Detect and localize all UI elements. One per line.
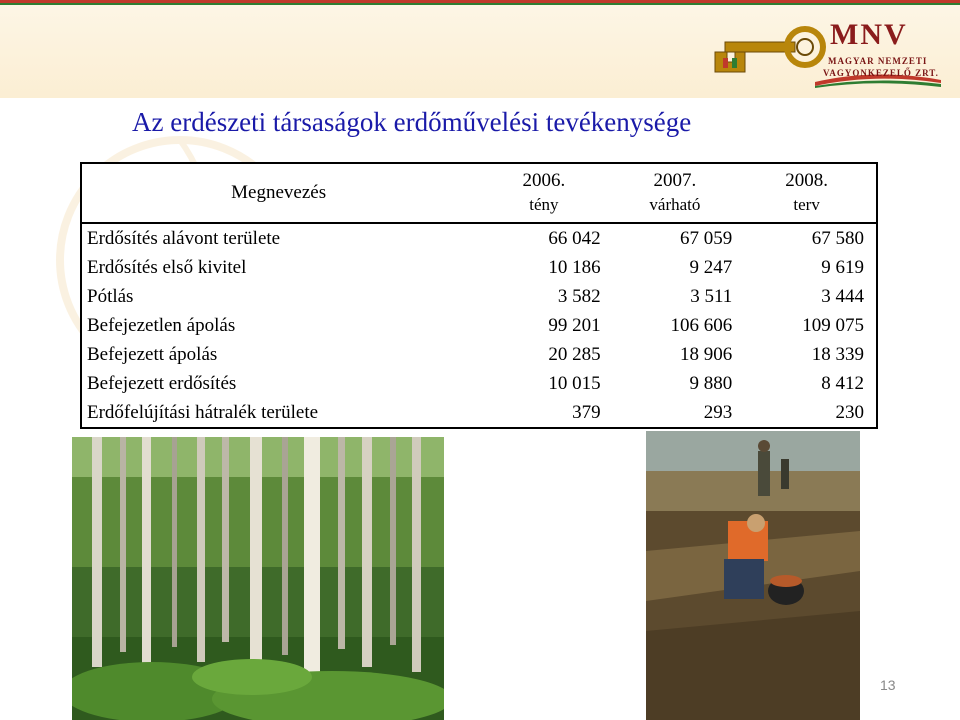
table-row — [81, 311, 877, 340]
cell-2008: 18 339 — [811, 344, 864, 365]
slide-title: Az erdészeti társaságok erdőművelési tevékenysége — [132, 107, 692, 137]
cell-2006: 379 — [572, 402, 601, 423]
forest-photo — [72, 437, 444, 720]
cell-2007: 293 — [703, 402, 733, 423]
column-header-2008 — [744, 163, 877, 223]
column-header-name: Megnevezés — [231, 182, 327, 203]
table-row — [81, 282, 877, 311]
cell-2008: 109 075 — [802, 315, 864, 336]
cell-2007: 67 059 — [680, 228, 733, 249]
cell-2007: 106 606 — [670, 315, 733, 336]
column-header-sub: tény — [529, 195, 559, 214]
planting-photo — [646, 431, 860, 720]
cell-2007: 3 511 — [690, 286, 733, 307]
cell-2006: 66 042 — [548, 228, 601, 249]
column-header-2007 — [613, 163, 745, 223]
cell-2006: 20 285 — [548, 344, 601, 365]
cell-2008: 8 412 — [821, 373, 864, 394]
column-header-year: 2006. — [522, 170, 566, 191]
header-stripe-green — [0, 3, 960, 5]
row-label: Erdősítés első kivitel — [87, 257, 247, 278]
cell-2006: 10 186 — [548, 257, 601, 278]
cell-2006: 10 015 — [548, 373, 601, 394]
cell-2008: 9 619 — [821, 257, 864, 278]
cell-2008: 3 444 — [821, 286, 864, 307]
cell-2008: 67 580 — [811, 228, 864, 249]
logo-subtitle-line1: MAGYAR NEMZETI — [828, 56, 928, 66]
cell-2006: 99 201 — [548, 315, 601, 336]
row-label: Befejezett erdősítés — [87, 373, 237, 394]
cell-2007: 9 247 — [689, 257, 733, 278]
table-row — [81, 223, 877, 253]
cell-2006: 3 582 — [557, 286, 601, 307]
column-header-year: 2007. — [653, 170, 697, 191]
cell-2008: 230 — [835, 402, 864, 423]
table-row — [81, 340, 877, 369]
key-icon — [715, 29, 823, 72]
cell-2007: 9 880 — [689, 373, 733, 394]
logo-subtitle-line2: VAGYONKEZELŐ ZRT. — [823, 68, 939, 78]
row-label: Erdőfelújítási hátralék területe — [87, 402, 319, 423]
row-label: Befejezett ápolás — [87, 344, 218, 365]
column-header-year: 2008. — [785, 170, 828, 191]
cell-2007: 18 906 — [680, 344, 733, 365]
logo-title: MNV — [830, 18, 908, 51]
row-label: Pótlás — [87, 286, 134, 307]
table-row — [81, 253, 877, 282]
page-number: 13 — [880, 677, 896, 693]
forestry-table — [80, 162, 878, 429]
table-row — [81, 369, 877, 398]
column-header-sub: terv — [793, 195, 820, 214]
row-label: Befejezetlen ápolás — [87, 315, 236, 336]
table-row — [81, 398, 877, 428]
table-header-row — [81, 163, 877, 223]
row-label: Erdősítés alávont területe — [87, 228, 281, 249]
column-header-sub: várható — [649, 195, 701, 214]
column-header-2006 — [482, 163, 612, 223]
